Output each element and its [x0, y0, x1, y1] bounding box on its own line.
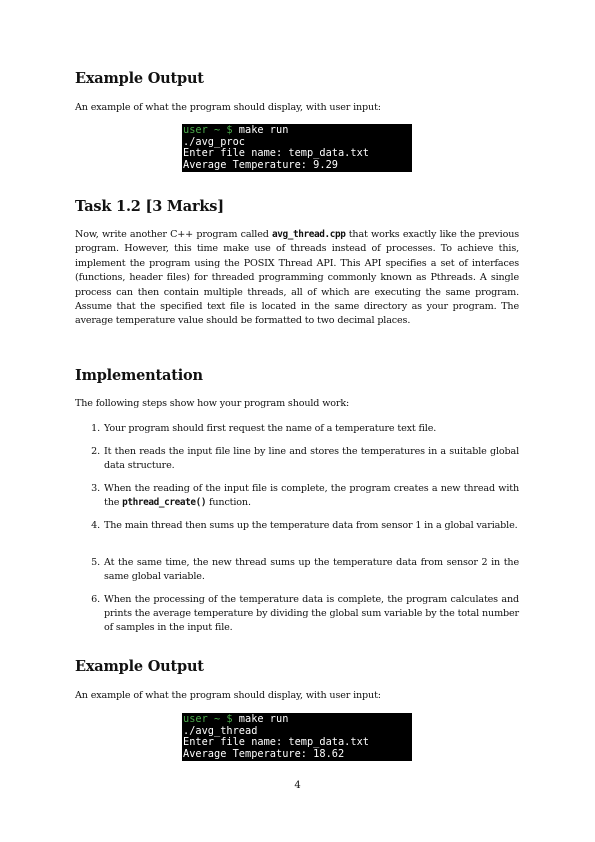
terminal-output-2	[182, 713, 412, 761]
terminal-line: Average Temperature: 9.29	[183, 158, 338, 171]
step-text: At the same time, the new thread sums up the temperature data from sensor 2 in the same global variable.	[104, 557, 519, 583]
code-function: pthread_create()	[122, 497, 207, 509]
page-number: 4	[294, 780, 301, 791]
step-number: 1.	[91, 423, 100, 434]
terminal-command: make run	[232, 124, 289, 136]
step-text-b: function.	[206, 497, 251, 509]
step-number: 2.	[91, 446, 100, 457]
task-paragraph	[75, 228, 519, 329]
task-heading: Task 1.2 [3 Marks]	[75, 198, 224, 215]
example-output-intro-2: An example of what the program should display, with user input:	[75, 690, 381, 701]
step-text-a: When the reading of the input file is complete, the program creates a new thread with the	[104, 483, 519, 509]
example-output-heading-2: Example Output	[75, 658, 204, 675]
example-output-heading-1: Example Output	[75, 70, 204, 87]
terminal-prompt: user ~ $	[183, 124, 233, 136]
terminal-line	[183, 714, 412, 726]
step-text: It then reads the input file line by line and stores the temperatures in a suitable global data structure.	[104, 446, 519, 472]
terminal-line: Enter file name: temp_data.txt	[183, 147, 369, 159]
task-text-2: that works exactly like the previous program. However, this time make use of threads instead of processes. To achieve this, implement the program using the POSIX Thread API. This API specifies a set of interfaces (functions, header files) for threaded programming commonly known as Pthreads. A single process can then contain multiple threads, all of which are executing the same program. Assume that the specified text file is located in the same directory as your program. The average temperature value should be formatted to two decimal places.	[75, 229, 519, 327]
terminal-output-1	[182, 124, 412, 172]
step-text	[104, 482, 519, 510]
step-number: 4.	[91, 520, 100, 531]
step-number: 6.	[91, 594, 100, 605]
code-filename: avg_thread.cpp	[272, 229, 346, 240]
implementation-heading: Implementation	[75, 367, 203, 384]
step-number: 5.	[91, 557, 100, 568]
example-output-intro-1: An example of what the program should display, with user input:	[75, 102, 381, 113]
terminal-line: ./avg_proc	[183, 135, 245, 148]
terminal-prompt: user ~ $	[183, 713, 233, 725]
implementation-intro: The following steps show how your program should work:	[75, 398, 350, 409]
terminal-line	[183, 125, 412, 137]
terminal-line: Average Temperature: 18.62	[183, 747, 345, 760]
step-text: Your program should first request the name of a temperature text file.	[104, 423, 437, 434]
step-number: 3.	[91, 483, 100, 494]
terminal-line: ./avg_thread	[183, 724, 258, 737]
task-text-1: Now, write another C++ program called	[75, 229, 273, 240]
step-text: The main thread then sums up the temperature data from sensor 1 in a global variable.	[104, 520, 518, 531]
step-text: When the processing of the temperature data is complete, the program calculates and prints the average temperature by dividing the global sum variable by the total number of samples in the input file.	[104, 594, 519, 634]
terminal-line: Enter file name: temp_data.txt	[183, 736, 369, 748]
terminal-command: make run	[232, 713, 289, 725]
